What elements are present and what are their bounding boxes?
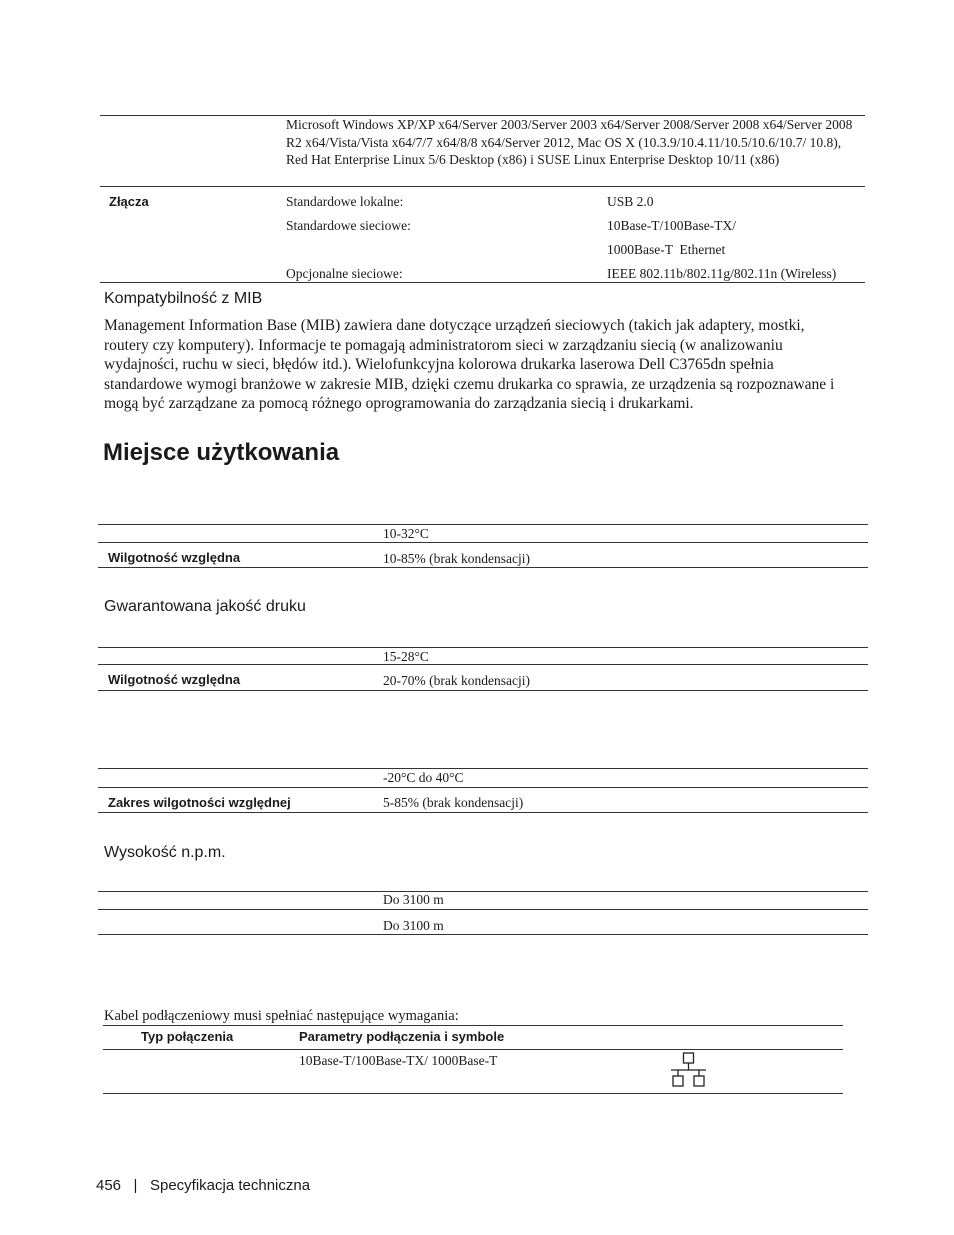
storage-table-top-rule xyxy=(98,768,868,769)
os-support-text: Microsoft Windows XP/XP x64/Server 2003/Server 2003 x64/Server 2008/Server 2008 x64/Server 2008 R2 x64/Vista/Vista x64/7/7 x64/8/8 x64/Server 2012, Mac OS X (10.3.9/10.4.11/10.5/10.6/10.7/ 10.8), Red Hat Enterprise Linux 5/6 Desktop (x86) i SUSE Linux Enterprise Desktop 10/11 (x86) xyxy=(286,117,853,167)
cable-col-type: Typ połączenia xyxy=(141,1029,234,1044)
mib-heading: Kompatybilność z MIB xyxy=(104,290,263,307)
altitude-table-bottom-rule xyxy=(98,934,868,935)
connector-row-label: Opcjonalne sieciowe: xyxy=(286,266,403,281)
operation-table-bottom-rule xyxy=(98,567,868,568)
operation-table-top-rule xyxy=(98,524,868,525)
altitude-table-top-rule xyxy=(98,891,868,892)
quality-heading: Gwarantowana jakość druku xyxy=(104,598,306,615)
quality-table-rule xyxy=(98,664,868,665)
operation-humidity: 10-85% (brak kondensacji) xyxy=(383,551,530,566)
section-title: Miejsce użytkowania xyxy=(103,439,340,466)
quality-humidity: 20-70% (brak kondensacji) xyxy=(383,673,530,688)
page-number: 456 xyxy=(96,1177,122,1194)
connector-row-value: 10Base-T/100Base-TX/ xyxy=(607,218,736,233)
connectors-label: Złącza xyxy=(109,194,149,209)
cable-table-bottom-rule xyxy=(103,1093,843,1094)
storage-humidity-label: Zakres wilgotności względnej xyxy=(108,795,291,810)
connector-row-value: USB 2.0 xyxy=(607,194,654,209)
quality-humidity-label: Wilgotność względna xyxy=(108,672,241,687)
cable-row-value: 10Base-T/100Base-TX/ 1000Base-T xyxy=(299,1053,498,1068)
altitude-value: Do 3100 m xyxy=(383,892,444,907)
storage-table-bottom-rule xyxy=(98,812,868,813)
quality-table-top-rule xyxy=(98,647,868,648)
footer-separator: | xyxy=(133,1177,138,1194)
os-table-bottom-rule xyxy=(100,282,865,283)
altitude-value: Do 3100 m xyxy=(383,918,444,933)
quality-table-bottom-rule xyxy=(98,690,868,691)
operation-table-rule xyxy=(98,542,868,543)
cable-table-header-rule xyxy=(103,1049,843,1050)
operation-temperature: 10-32°C xyxy=(383,526,429,541)
os-table-rule xyxy=(100,186,865,187)
footer-section: Specyfikacja techniczna xyxy=(149,1177,311,1194)
network-icon xyxy=(670,1052,708,1090)
connector-row-value: 1000Base-T Ethernet xyxy=(607,242,726,257)
storage-temperature: -20°C do 40°C xyxy=(383,770,464,785)
altitude-table-rule xyxy=(98,909,868,910)
operation-humidity-label: Wilgotność względna xyxy=(108,550,241,565)
quality-temperature: 15-28°C xyxy=(383,649,429,664)
cable-intro: Kabel podłączeniowy musi spełniać następujące wymagania: xyxy=(104,1008,459,1024)
connector-row-label: Standardowe sieciowe: xyxy=(286,218,411,233)
page-footer xyxy=(96,1177,310,1194)
cable-col-params: Parametry podłączenia i symbole xyxy=(299,1029,505,1044)
storage-humidity: 5-85% (brak kondensacji) xyxy=(383,795,524,810)
storage-table-rule xyxy=(98,787,868,788)
altitude-heading: Wysokość n.p.m. xyxy=(104,844,226,861)
mib-paragraph: Management Information Base (MIB) zawiera dane dotyczące urządzeń sieciowych (takich jak adaptery, mostki, routery czy komputery). Informacje te pomagają administratorom sieci w zarządzaniu siecią (w analizowaniu wydajności, ruchu w sieci, błędów itd.). Wielofunkcyjna kolorowa drukarka laserowa Dell C3765dn spełnia standardowe wymogi branżowe w zakresie MIB, dzięki czemu drukarka co sprawia, ze urządzenia są rozpoznawane i mogą być zarządzane za pomocą różnego oprogramowania do zarządzania siecią i drukarkami. xyxy=(104,317,835,412)
connector-row-label: Standardowe lokalne: xyxy=(286,194,404,209)
cable-table-top-rule xyxy=(103,1025,843,1026)
connector-row-value: IEEE 802.11b/802.11g/802.11n (Wireless) xyxy=(607,266,837,281)
